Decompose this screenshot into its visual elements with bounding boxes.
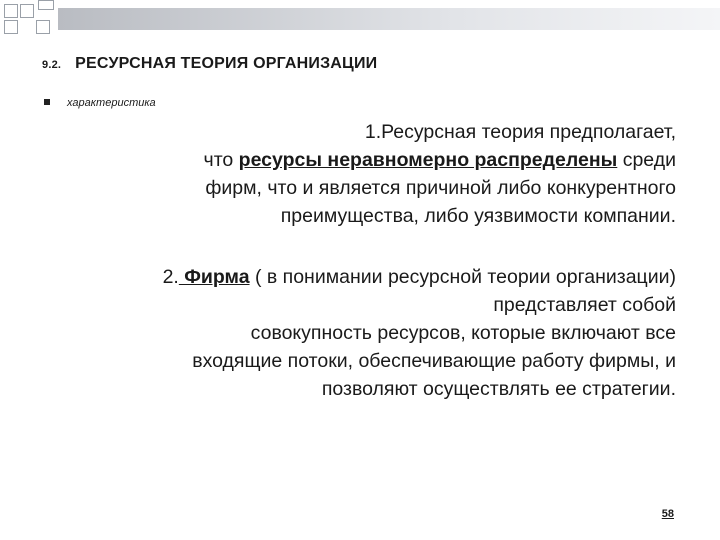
slide-title [42, 55, 377, 73]
paragraph-1 [36, 118, 676, 230]
deco-square [36, 20, 50, 34]
paragraph-1-line: 1.Ресурсная теория предполагает, [364, 121, 676, 143]
text-segment: среди [617, 149, 676, 171]
deco-square [4, 20, 18, 34]
paragraph-2 [36, 263, 676, 403]
paragraph-2-line: представляет собой [493, 294, 676, 316]
deco-square [38, 0, 54, 10]
paragraph-2-line: совокупность ресурсов, которые включают все [250, 322, 676, 344]
paragraph-2-line [36, 263, 676, 291]
paragraph-2-line: входящие потоки, обеспечивающие работу фирмы, и [192, 350, 676, 372]
paragraph-1-line: преимущества, либо уязвимости компании. [280, 205, 676, 227]
emphasized-text: Фирма [178, 266, 250, 288]
paragraph-1-line [36, 146, 676, 174]
emphasized-text: ресурсы неравномерно распределены [238, 149, 618, 171]
deco-square [4, 4, 18, 18]
item-number: 2. [162, 266, 179, 288]
text-segment: ( в понимании ресурсной теории организации) [249, 266, 676, 288]
decorative-header-squares [0, 0, 720, 44]
text-segment: что [203, 149, 239, 171]
bullet-text: характеристика [67, 97, 156, 109]
paragraph-2-line: позволяют осуществлять ее стратегии. [321, 378, 676, 400]
deco-gradient-bar [58, 8, 720, 30]
deco-square [20, 4, 34, 18]
title-text: РЕСУРСНАЯ ТЕОРИЯ ОРГАНИЗАЦИИ [75, 55, 378, 72]
page-number: 58 [661, 508, 674, 520]
bullet-item [44, 97, 156, 109]
paragraph-1-line: фирм, что и является причиной либо конкурентного [205, 177, 676, 199]
section-number: 9.2. [42, 59, 62, 71]
square-bullet-icon [44, 99, 50, 105]
